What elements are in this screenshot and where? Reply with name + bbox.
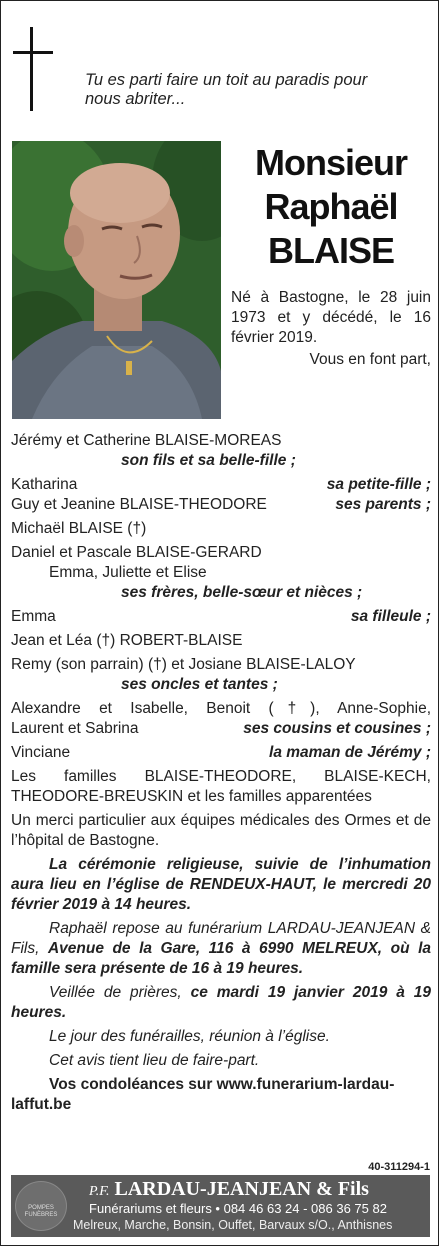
funeral-home-banner xyxy=(11,1175,430,1237)
funeral-day-info: Le jour des funérailles, réunion à l’église. xyxy=(49,1028,330,1045)
birth-death-text: Né à Bastogne, le 28 juin 1973 et y décédé, le 16 février 2019. xyxy=(231,289,431,346)
funeral-home-contact: Funérariums et fleurs • 084 46 63 24 - 086 36 75 82 xyxy=(89,1201,387,1216)
name-title: Monsieur xyxy=(254,142,407,183)
relation-label: sa petite-fille ; xyxy=(326,476,431,493)
relation-label: son fils et sa belle-fille ; xyxy=(121,452,296,469)
notice-info: Cet avis tient lieu de faire-part. xyxy=(49,1052,260,1069)
epigraph: Tu es parti faire un toit au paradis pour nous abriter... xyxy=(85,71,368,108)
funeral-home-locations: Melreux, Marche, Bonsin, Ouffet, Barvaux s/O., Anthisnes xyxy=(73,1218,393,1232)
relation-label: ses oncles et tantes ; xyxy=(121,676,278,693)
portrait-photo xyxy=(12,141,221,419)
family-entry: Remy (son parrain) (†) et Josiane BLAISE-LALOY xyxy=(11,656,356,673)
family-entry: Jérémy et Catherine BLAISE-MOREAS xyxy=(11,432,282,449)
relation-label: la maman de Jérémy ; xyxy=(269,744,431,761)
announce-text: Vous en font part, xyxy=(309,351,431,368)
portrait-image xyxy=(12,141,221,419)
family-entry: Jean et Léa (†) ROBERT-BLAISE xyxy=(11,632,243,649)
deceased-name xyxy=(231,141,431,273)
family-entry: Guy et Jeanine BLAISE-THEODORE ses parents ; xyxy=(11,496,431,513)
family-entry: Emma, Juliette et Elise xyxy=(49,564,207,581)
reference-number: 40-311294-1 xyxy=(368,1161,430,1173)
family-entry: Les familles BLAISE-THEODORE, BLAISE-KECH, THEODORE-BREUSKIN et les familles apparentées xyxy=(11,768,431,805)
family-entry: Emma sa filleule ; xyxy=(11,608,431,625)
family-entry: Vinciane la maman de Jérémy ; xyxy=(11,744,431,761)
relation-label: ses cousins et cousines ; xyxy=(243,720,431,737)
condolences-link[interactable]: Vos condoléances sur www.funerarium-lardau-laffut.be xyxy=(11,1076,395,1113)
cross-icon xyxy=(13,27,53,111)
funeral-home-name: P.F. LARDAU-JEANJEAN & Fils xyxy=(89,1178,369,1200)
family-entry: Alexandre et Isabelle, Benoit (†), Anne-Sophie, xyxy=(11,700,431,717)
name-last: BLAISE xyxy=(267,230,394,271)
name-first: Raphaël xyxy=(264,186,398,227)
logo-text: POMPES FUNÈBRES xyxy=(24,1205,58,1218)
relation-label: ses frères, belle-sœur et nièces ; xyxy=(121,584,363,601)
vigil-info: Veillée de prières, ce mardi 19 janvier 2019 à 19 heures. xyxy=(11,984,431,1021)
relation-label: ses parents ; xyxy=(335,496,431,513)
thanks-text: Un merci particulier aux équipes médicales des Ormes et de l’hôpital de Bastogne. xyxy=(11,812,431,849)
birth-death-info xyxy=(231,288,431,370)
family-entry: Laurent et Sabrina ses cousins et cousines ; xyxy=(11,720,431,737)
relation-label: sa filleule ; xyxy=(350,608,431,625)
family-list xyxy=(11,431,431,1115)
family-entry: Daniel et Pascale BLAISE-GERARD xyxy=(11,544,262,561)
ceremony-info: La cérémonie religieuse, suivie de l’inhumation aura lieu en l’église de RENDEUX-HAUT, le mercredi 20 février 2019 à 14 heures. xyxy=(11,856,431,913)
repose-info: Raphaël repose au funérarium LARDAU-JEANJEAN & Fils, Avenue de la Gare, 116 à 6990 MELREUX, où la famille sera présente de 16 à 19 heures. xyxy=(11,920,432,977)
family-entry: Michaël BLAISE (†) xyxy=(11,520,147,537)
family-entry: Katharina sa petite-fille ; xyxy=(11,476,431,493)
